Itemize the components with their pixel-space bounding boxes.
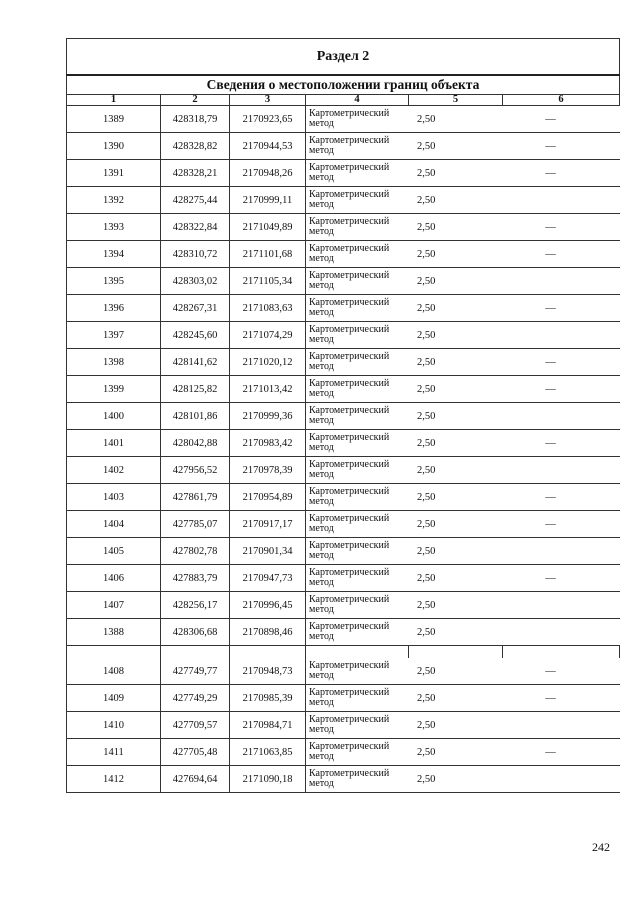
table-row bbox=[67, 430, 620, 457]
gap-cell bbox=[67, 646, 161, 659]
note-cell bbox=[503, 187, 620, 214]
note-value: — bbox=[545, 692, 556, 704]
y-coordinate-cell: 2170954,89 bbox=[230, 484, 306, 511]
note-cell bbox=[503, 322, 620, 349]
y-coordinate-cell: 2170923,65 bbox=[230, 106, 306, 133]
accuracy-cell: 2,50 bbox=[409, 322, 503, 349]
accuracy-cell: 2,50 bbox=[409, 538, 503, 565]
point-number-cell: 1402 bbox=[67, 457, 161, 484]
point-number-cell: 1395 bbox=[67, 268, 161, 295]
accuracy-cell: 2,50 bbox=[409, 658, 503, 685]
method-cell: Картометрический метод bbox=[306, 322, 409, 349]
section-title: Раздел 2 bbox=[67, 39, 620, 76]
note-cell bbox=[503, 430, 620, 457]
gap-cell bbox=[230, 646, 306, 659]
method-cell: Картометрический метод bbox=[306, 268, 409, 295]
y-coordinate-cell: 2170901,34 bbox=[230, 538, 306, 565]
y-coordinate-cell: 2170985,39 bbox=[230, 685, 306, 712]
accuracy-cell: 2,50 bbox=[409, 712, 503, 739]
column-header: 2 bbox=[161, 95, 230, 106]
column-header: 5 bbox=[409, 95, 503, 106]
x-coordinate-cell: 427861,79 bbox=[161, 484, 230, 511]
y-coordinate-cell: 2170947,73 bbox=[230, 565, 306, 592]
note-cell bbox=[503, 565, 620, 592]
x-coordinate-cell: 427883,79 bbox=[161, 565, 230, 592]
y-coordinate-cell: 2170948,73 bbox=[230, 658, 306, 685]
y-coordinate-cell: 2171105,34 bbox=[230, 268, 306, 295]
method-cell: Картометрический метод bbox=[306, 295, 409, 322]
y-coordinate-cell: 2171049,89 bbox=[230, 214, 306, 241]
x-coordinate-cell: 428322,84 bbox=[161, 214, 230, 241]
method-cell: Картометрический метод bbox=[306, 511, 409, 538]
point-number-cell: 1404 bbox=[67, 511, 161, 538]
note-cell bbox=[503, 538, 620, 565]
x-coordinate-cell: 428101,86 bbox=[161, 403, 230, 430]
point-number-cell: 1408 bbox=[67, 658, 161, 685]
table-row bbox=[67, 349, 620, 376]
table-row bbox=[67, 739, 620, 766]
y-coordinate-cell: 2171090,18 bbox=[230, 766, 306, 793]
note-cell bbox=[503, 241, 620, 268]
x-coordinate-cell: 428328,21 bbox=[161, 160, 230, 187]
point-number-cell: 1399 bbox=[67, 376, 161, 403]
accuracy-cell: 2,50 bbox=[409, 685, 503, 712]
table-row bbox=[67, 685, 620, 712]
column-header: 4 bbox=[306, 95, 409, 106]
accuracy-cell: 2,50 bbox=[409, 106, 503, 133]
table-row bbox=[67, 322, 620, 349]
accuracy-cell: 2,50 bbox=[409, 766, 503, 793]
note-value: — bbox=[545, 140, 556, 152]
y-coordinate-cell: 2170999,36 bbox=[230, 403, 306, 430]
accuracy-cell: 2,50 bbox=[409, 187, 503, 214]
column-header: 6 bbox=[503, 95, 620, 106]
table-row bbox=[67, 565, 620, 592]
y-coordinate-cell: 2170983,42 bbox=[230, 430, 306, 457]
note-cell bbox=[503, 592, 620, 619]
accuracy-cell: 2,50 bbox=[409, 295, 503, 322]
point-number-cell: 1391 bbox=[67, 160, 161, 187]
accuracy-cell: 2,50 bbox=[409, 133, 503, 160]
accuracy-cell: 2,50 bbox=[409, 160, 503, 187]
note-value: — bbox=[545, 248, 556, 260]
accuracy-cell: 2,50 bbox=[409, 376, 503, 403]
accuracy-cell: 2,50 bbox=[409, 565, 503, 592]
x-coordinate-cell: 428318,79 bbox=[161, 106, 230, 133]
note-cell bbox=[503, 376, 620, 403]
boundary-table bbox=[66, 38, 620, 793]
column-header: 3 bbox=[230, 95, 306, 106]
table-row bbox=[67, 403, 620, 430]
note-cell bbox=[503, 403, 620, 430]
table-row bbox=[67, 295, 620, 322]
method-cell: Картометрический метод bbox=[306, 430, 409, 457]
note-cell bbox=[503, 766, 620, 793]
table-row bbox=[67, 658, 620, 685]
method-cell: Картометрический метод bbox=[306, 214, 409, 241]
table-gap-row bbox=[67, 646, 620, 659]
point-number-cell: 1401 bbox=[67, 430, 161, 457]
gap-cell bbox=[503, 646, 620, 659]
method-cell: Картометрический метод bbox=[306, 619, 409, 646]
point-number-cell: 1410 bbox=[67, 712, 161, 739]
point-number-cell: 1397 bbox=[67, 322, 161, 349]
x-coordinate-cell: 428256,17 bbox=[161, 592, 230, 619]
accuracy-cell: 2,50 bbox=[409, 592, 503, 619]
note-value: — bbox=[545, 383, 556, 395]
table-row bbox=[67, 160, 620, 187]
note-cell bbox=[503, 739, 620, 766]
note-value: — bbox=[545, 356, 556, 368]
accuracy-cell: 2,50 bbox=[409, 214, 503, 241]
accuracy-cell: 2,50 bbox=[409, 619, 503, 646]
point-number-cell: 1398 bbox=[67, 349, 161, 376]
y-coordinate-cell: 2170996,45 bbox=[230, 592, 306, 619]
point-number-cell: 1392 bbox=[67, 187, 161, 214]
y-coordinate-cell: 2170948,26 bbox=[230, 160, 306, 187]
table-row bbox=[67, 133, 620, 160]
x-coordinate-cell: 427785,07 bbox=[161, 511, 230, 538]
x-coordinate-cell: 427709,57 bbox=[161, 712, 230, 739]
note-value: — bbox=[545, 221, 556, 233]
note-value: — bbox=[545, 572, 556, 584]
x-coordinate-cell: 427694,64 bbox=[161, 766, 230, 793]
y-coordinate-cell: 2170944,53 bbox=[230, 133, 306, 160]
point-number-cell: 1393 bbox=[67, 214, 161, 241]
method-cell: Картометрический метод bbox=[306, 592, 409, 619]
note-cell bbox=[503, 484, 620, 511]
note-cell bbox=[503, 511, 620, 538]
table-row bbox=[67, 592, 620, 619]
note-value: — bbox=[545, 437, 556, 449]
method-cell: Картометрический метод bbox=[306, 457, 409, 484]
method-cell: Картометрический метод bbox=[306, 739, 409, 766]
note-value: — bbox=[545, 491, 556, 503]
x-coordinate-cell: 428141,62 bbox=[161, 349, 230, 376]
x-coordinate-cell: 427956,52 bbox=[161, 457, 230, 484]
method-cell: Картометрический метод bbox=[306, 538, 409, 565]
point-number-cell: 1411 bbox=[67, 739, 161, 766]
note-cell bbox=[503, 160, 620, 187]
table-row bbox=[67, 106, 620, 133]
y-coordinate-cell: 2170984,71 bbox=[230, 712, 306, 739]
x-coordinate-cell: 428245,60 bbox=[161, 322, 230, 349]
y-coordinate-cell: 2170978,39 bbox=[230, 457, 306, 484]
y-coordinate-cell: 2171020,12 bbox=[230, 349, 306, 376]
accuracy-cell: 2,50 bbox=[409, 511, 503, 538]
point-number-cell: 1412 bbox=[67, 766, 161, 793]
point-number-cell: 1406 bbox=[67, 565, 161, 592]
method-cell: Картометрический метод bbox=[306, 187, 409, 214]
method-cell: Картометрический метод bbox=[306, 658, 409, 685]
note-value: — bbox=[545, 167, 556, 179]
x-coordinate-cell: 427749,77 bbox=[161, 658, 230, 685]
gap-cell bbox=[409, 646, 503, 659]
x-coordinate-cell: 428328,82 bbox=[161, 133, 230, 160]
y-coordinate-cell: 2170999,11 bbox=[230, 187, 306, 214]
point-number-cell: 1409 bbox=[67, 685, 161, 712]
y-coordinate-cell: 2171101,68 bbox=[230, 241, 306, 268]
method-cell: Картометрический метод bbox=[306, 403, 409, 430]
table-row bbox=[67, 214, 620, 241]
column-header-row bbox=[67, 95, 620, 106]
method-cell: Картометрический метод bbox=[306, 565, 409, 592]
y-coordinate-cell: 2171013,42 bbox=[230, 376, 306, 403]
method-cell: Картометрический метод bbox=[306, 712, 409, 739]
point-number-cell: 1394 bbox=[67, 241, 161, 268]
note-value: — bbox=[545, 113, 556, 125]
accuracy-cell: 2,50 bbox=[409, 268, 503, 295]
x-coordinate-cell: 428042,88 bbox=[161, 430, 230, 457]
table-row bbox=[67, 538, 620, 565]
section-subtitle: Сведения о местоположении границ объекта bbox=[67, 75, 620, 95]
method-cell: Картометрический метод bbox=[306, 685, 409, 712]
note-cell bbox=[503, 685, 620, 712]
gap-cell bbox=[306, 646, 409, 659]
column-header: 1 bbox=[67, 95, 161, 106]
table-row bbox=[67, 457, 620, 484]
point-number-cell: 1400 bbox=[67, 403, 161, 430]
method-cell: Картометрический метод bbox=[306, 160, 409, 187]
method-cell: Картометрический метод bbox=[306, 349, 409, 376]
note-cell bbox=[503, 712, 620, 739]
y-coordinate-cell: 2170917,17 bbox=[230, 511, 306, 538]
y-coordinate-cell: 2170898,46 bbox=[230, 619, 306, 646]
accuracy-cell: 2,50 bbox=[409, 349, 503, 376]
table-row bbox=[67, 241, 620, 268]
note-cell bbox=[503, 349, 620, 376]
table-row bbox=[67, 376, 620, 403]
table-row bbox=[67, 766, 620, 793]
accuracy-cell: 2,50 bbox=[409, 430, 503, 457]
y-coordinate-cell: 2171083,63 bbox=[230, 295, 306, 322]
point-number-cell: 1405 bbox=[67, 538, 161, 565]
note-cell bbox=[503, 658, 620, 685]
note-cell bbox=[503, 457, 620, 484]
table-row bbox=[67, 712, 620, 739]
x-coordinate-cell: 428310,72 bbox=[161, 241, 230, 268]
accuracy-cell: 2,50 bbox=[409, 403, 503, 430]
y-coordinate-cell: 2171063,85 bbox=[230, 739, 306, 766]
gap-cell bbox=[161, 646, 230, 659]
note-cell bbox=[503, 106, 620, 133]
x-coordinate-cell: 428275,44 bbox=[161, 187, 230, 214]
method-cell: Картометрический метод bbox=[306, 766, 409, 793]
page-number: 242 bbox=[592, 840, 610, 854]
point-number-cell: 1388 bbox=[67, 619, 161, 646]
x-coordinate-cell: 428125,82 bbox=[161, 376, 230, 403]
x-coordinate-cell: 427802,78 bbox=[161, 538, 230, 565]
note-value: — bbox=[545, 302, 556, 314]
note-value: — bbox=[545, 665, 556, 677]
point-number-cell: 1403 bbox=[67, 484, 161, 511]
point-number-cell: 1407 bbox=[67, 592, 161, 619]
x-coordinate-cell: 428306,68 bbox=[161, 619, 230, 646]
point-number-cell: 1389 bbox=[67, 106, 161, 133]
table-row bbox=[67, 619, 620, 646]
accuracy-cell: 2,50 bbox=[409, 457, 503, 484]
note-value: — bbox=[545, 518, 556, 530]
table-row bbox=[67, 484, 620, 511]
x-coordinate-cell: 428303,02 bbox=[161, 268, 230, 295]
point-number-cell: 1390 bbox=[67, 133, 161, 160]
note-cell bbox=[503, 214, 620, 241]
table-row bbox=[67, 511, 620, 538]
method-cell: Картометрический метод bbox=[306, 133, 409, 160]
x-coordinate-cell: 427705,48 bbox=[161, 739, 230, 766]
method-cell: Картометрический метод bbox=[306, 106, 409, 133]
y-coordinate-cell: 2171074,29 bbox=[230, 322, 306, 349]
x-coordinate-cell: 428267,31 bbox=[161, 295, 230, 322]
point-number-cell: 1396 bbox=[67, 295, 161, 322]
x-coordinate-cell: 427749,29 bbox=[161, 685, 230, 712]
note-cell bbox=[503, 619, 620, 646]
note-value: — bbox=[545, 746, 556, 758]
method-cell: Картометрический метод bbox=[306, 241, 409, 268]
accuracy-cell: 2,50 bbox=[409, 484, 503, 511]
note-cell bbox=[503, 133, 620, 160]
table-row bbox=[67, 187, 620, 214]
note-cell bbox=[503, 295, 620, 322]
method-cell: Картометрический метод bbox=[306, 484, 409, 511]
accuracy-cell: 2,50 bbox=[409, 241, 503, 268]
accuracy-cell: 2,50 bbox=[409, 739, 503, 766]
method-cell: Картометрический метод bbox=[306, 376, 409, 403]
table-row bbox=[67, 268, 620, 295]
note-cell bbox=[503, 268, 620, 295]
